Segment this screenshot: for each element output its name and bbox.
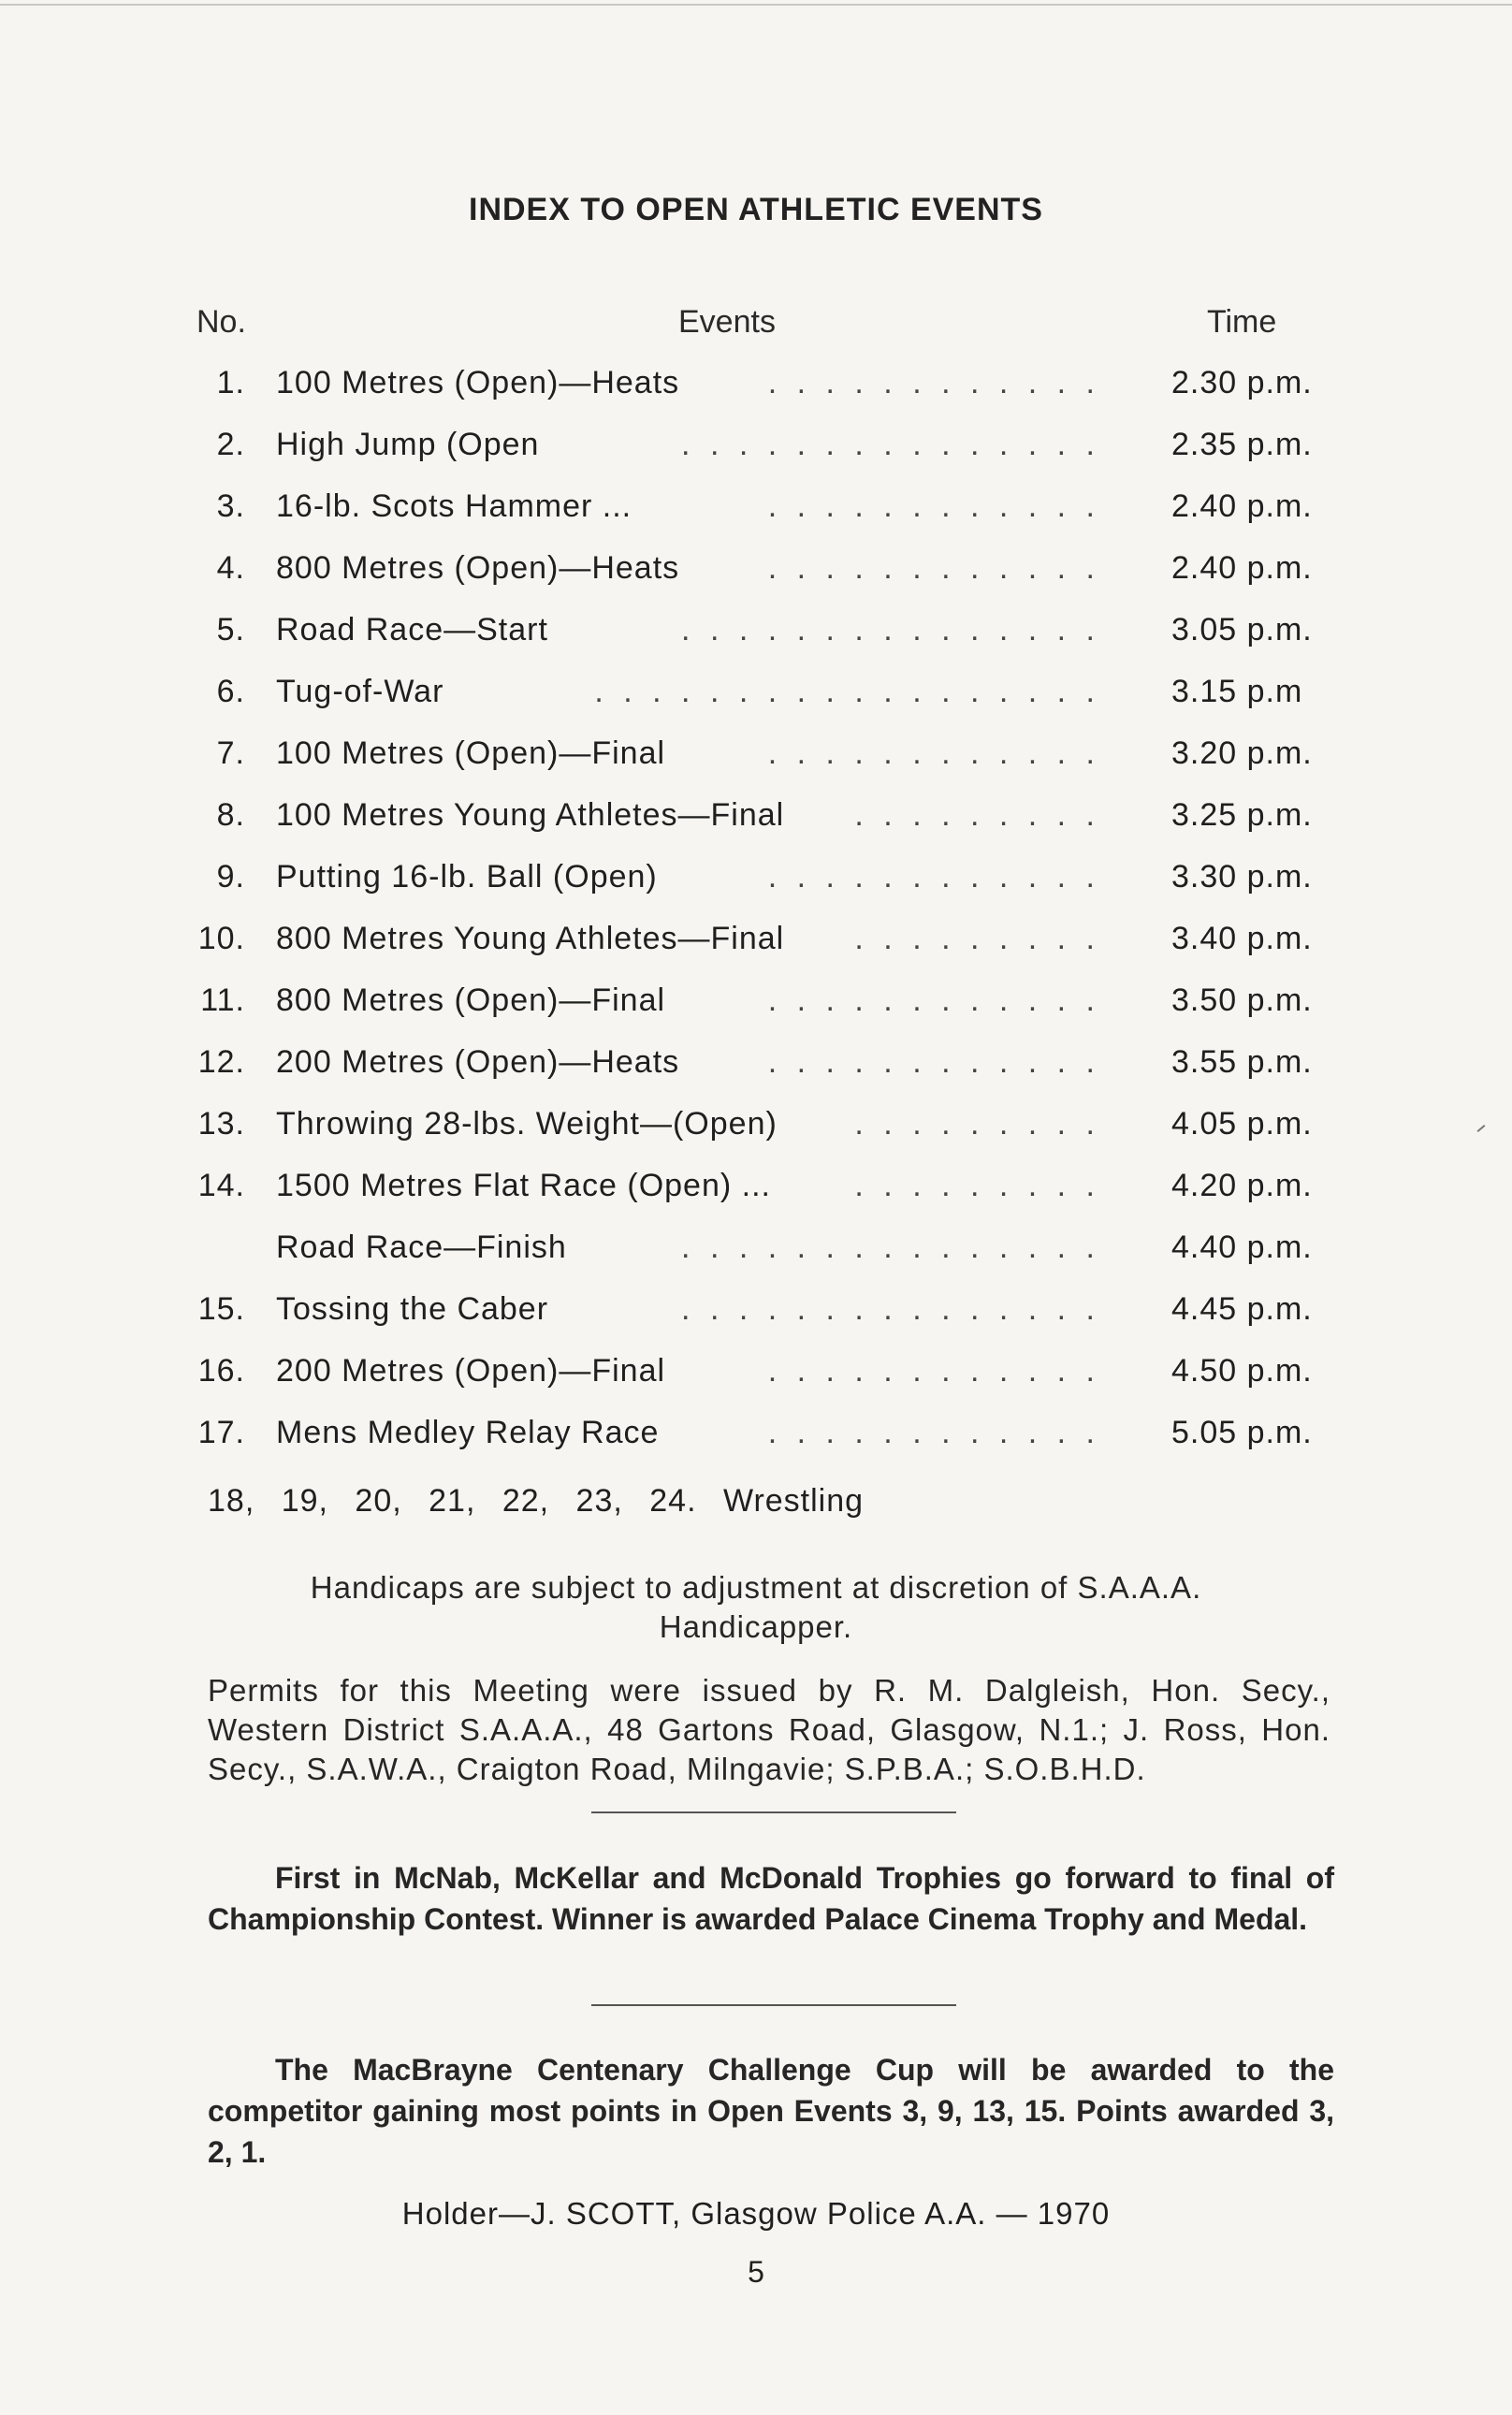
event-number: 11. <box>200 982 245 1018</box>
event-time: 3.15 p.m <box>1171 674 1303 709</box>
event-number: 7. <box>216 735 245 771</box>
event-row <box>0 1282 1512 1344</box>
event-row <box>0 541 1512 603</box>
event-number: 14. <box>197 1168 245 1203</box>
event-number: 1. <box>216 365 245 400</box>
event-name: 100 Metres (Open)—Final <box>276 735 666 771</box>
top-edge-line <box>0 4 1512 6</box>
event-row <box>0 1097 1512 1158</box>
event-name: 200 Metres (Open)—Heats <box>276 1044 680 1080</box>
event-row <box>0 788 1512 850</box>
event-row <box>0 603 1512 664</box>
event-name: Road Race—Start <box>276 612 548 647</box>
event-row <box>0 417 1512 479</box>
header-no: No. <box>196 304 246 340</box>
event-name: High Jump (Open <box>276 427 540 462</box>
leader-dots: . . . . . . . . . <box>854 1106 1100 1142</box>
wrestling-line: 18, 19, 20, 21, 22, 23, 24. Wrestling <box>208 1483 865 1519</box>
event-name: Mens Medley Relay Race <box>276 1415 660 1450</box>
event-time: 3.20 p.m. <box>1171 735 1313 771</box>
divider-2 <box>591 2004 956 2006</box>
event-time: 4.05 p.m. <box>1171 1106 1313 1142</box>
event-name: 200 Metres (Open)—Final <box>276 1353 666 1389</box>
event-number: 5. <box>216 612 245 647</box>
event-row <box>0 1344 1512 1405</box>
event-name: 800 Metres (Open)—Heats <box>276 550 680 586</box>
event-number: 10. <box>197 921 245 956</box>
leader-dots: . . . . . . . . . . . . <box>767 365 1100 400</box>
event-name: 1500 Metres Flat Race (Open) ... <box>276 1168 771 1203</box>
event-row <box>0 664 1512 726</box>
event-time: 4.40 p.m. <box>1171 1229 1313 1265</box>
event-time: 2.40 p.m. <box>1171 488 1313 524</box>
event-number: 12. <box>197 1044 245 1080</box>
event-row <box>0 973 1512 1035</box>
challenge-cup-note: The MacBrayne Centenary Challenge Cup will be awarded to the competitor gaining most points in Open Events 3, 9, 13, 15. Points awarded 3, 2, 1. <box>208 2053 1334 2169</box>
leader-dots: . . . . . . . . . . . . <box>767 488 1100 524</box>
event-time: 3.05 p.m. <box>1171 612 1313 647</box>
event-row <box>0 356 1512 417</box>
event-name: 100 Metres Young Athletes—Final <box>276 797 785 833</box>
event-number: 13. <box>197 1106 245 1142</box>
leader-dots: . . . . . . . . . . . . <box>767 859 1100 895</box>
event-time: 4.50 p.m. <box>1171 1353 1313 1389</box>
event-row <box>0 1405 1512 1467</box>
event-number: 3. <box>216 488 245 524</box>
header-events: Events <box>678 304 776 340</box>
leader-dots: . . . . . . . . . . . . . . . <box>681 1229 1100 1265</box>
event-time: 4.45 p.m. <box>1171 1291 1313 1327</box>
page-number: 5 <box>748 2255 764 2289</box>
event-row <box>0 1158 1512 1220</box>
event-row <box>0 850 1512 911</box>
event-time: 3.55 p.m. <box>1171 1044 1313 1080</box>
leader-dots: . . . . . . . . . <box>854 921 1100 956</box>
leader-dots: . . . . . . . . . <box>854 1168 1100 1203</box>
event-row <box>0 479 1512 541</box>
event-name: 800 Metres Young Athletes—Final <box>276 921 785 956</box>
event-row <box>0 1220 1512 1282</box>
leader-dots: . . . . . . . . . . . . . . . <box>681 427 1100 462</box>
event-number: 15. <box>197 1291 245 1327</box>
event-name: Throwing 28-lbs. Weight—(Open) <box>276 1106 778 1142</box>
event-number: 6. <box>216 674 245 709</box>
event-number: 9. <box>216 859 245 895</box>
event-number: 8. <box>216 797 245 833</box>
leader-dots: . . . . . . . . . . . . <box>767 1044 1100 1080</box>
event-time: 3.25 p.m. <box>1171 797 1313 833</box>
permits-note: Permits for this Meeting were issued by R. M. Dalgleish, Hon. Secy., Western District S.A.A.A., 48 Gartons Road, Glasgow, N.1.; J. Ross, Hon. Secy., S.A.W.A., Craigton Road, Milngavie; S.P.B.A.; S.O.B.H.D. <box>208 1673 1330 1786</box>
event-name: Tossing the Caber <box>276 1291 549 1327</box>
event-number: 4. <box>216 550 245 586</box>
event-name: 16-lb. Scots Hammer ... <box>276 488 632 524</box>
event-time: 3.30 p.m. <box>1171 859 1313 895</box>
event-number: 17. <box>197 1415 245 1450</box>
event-time: 4.20 p.m. <box>1171 1168 1313 1203</box>
leader-dots: . . . . . . . . . . . . . . . <box>681 1291 1100 1327</box>
page-title: INDEX TO OPEN ATHLETIC EVENTS <box>469 192 1043 227</box>
leader-dots: . . . . . . . . . . . . <box>767 1415 1100 1450</box>
event-time: 5.05 p.m. <box>1171 1415 1313 1450</box>
divider-1 <box>591 1811 956 1813</box>
event-row <box>0 1035 1512 1097</box>
event-name: Tug-of-War <box>276 674 444 709</box>
leader-dots: . . . . . . . . . . . . <box>767 1353 1100 1389</box>
event-time: 2.40 p.m. <box>1171 550 1313 586</box>
event-name: 100 Metres (Open)—Heats <box>276 365 680 400</box>
event-row <box>0 726 1512 788</box>
event-time: 3.40 p.m. <box>1171 921 1313 956</box>
holder-line: Holder—J. SCOTT, Glasgow Police A.A. — 1970 <box>401 2196 1111 2231</box>
header-time: Time <box>1207 304 1277 340</box>
leader-dots: . . . . . . . . . . . . <box>767 982 1100 1018</box>
handicaps-note: Handicaps are subject to adjustment at discretion of S.A.A.A. Handicapper. <box>310 1570 1202 1644</box>
leader-dots: . . . . . . . . . . . . . . . . . . <box>594 674 1100 709</box>
event-time: 2.30 p.m. <box>1171 365 1313 400</box>
event-number: 16. <box>197 1353 245 1389</box>
leader-dots: . . . . . . . . . . . . <box>767 735 1100 771</box>
event-name: Road Race—Finish <box>276 1229 567 1265</box>
event-name: Putting 16-lb. Ball (Open) <box>276 859 658 895</box>
event-name: 800 Metres (Open)—Final <box>276 982 666 1018</box>
trophies-note: First in McNab, McKellar and McDonald Trophies go forward to final of Championship Contest. Winner is awarded Palace Cinema Trophy and Medal. <box>208 1861 1334 1936</box>
event-number: 2. <box>216 427 245 462</box>
events-list <box>0 356 1512 1467</box>
leader-dots: . . . . . . . . . <box>854 797 1100 833</box>
leader-dots: . . . . . . . . . . . . . . . <box>681 612 1100 647</box>
event-time: 3.50 p.m. <box>1171 982 1313 1018</box>
leader-dots: . . . . . . . . . . . . <box>767 550 1100 586</box>
event-time: 2.35 p.m. <box>1171 427 1313 462</box>
event-row <box>0 911 1512 973</box>
